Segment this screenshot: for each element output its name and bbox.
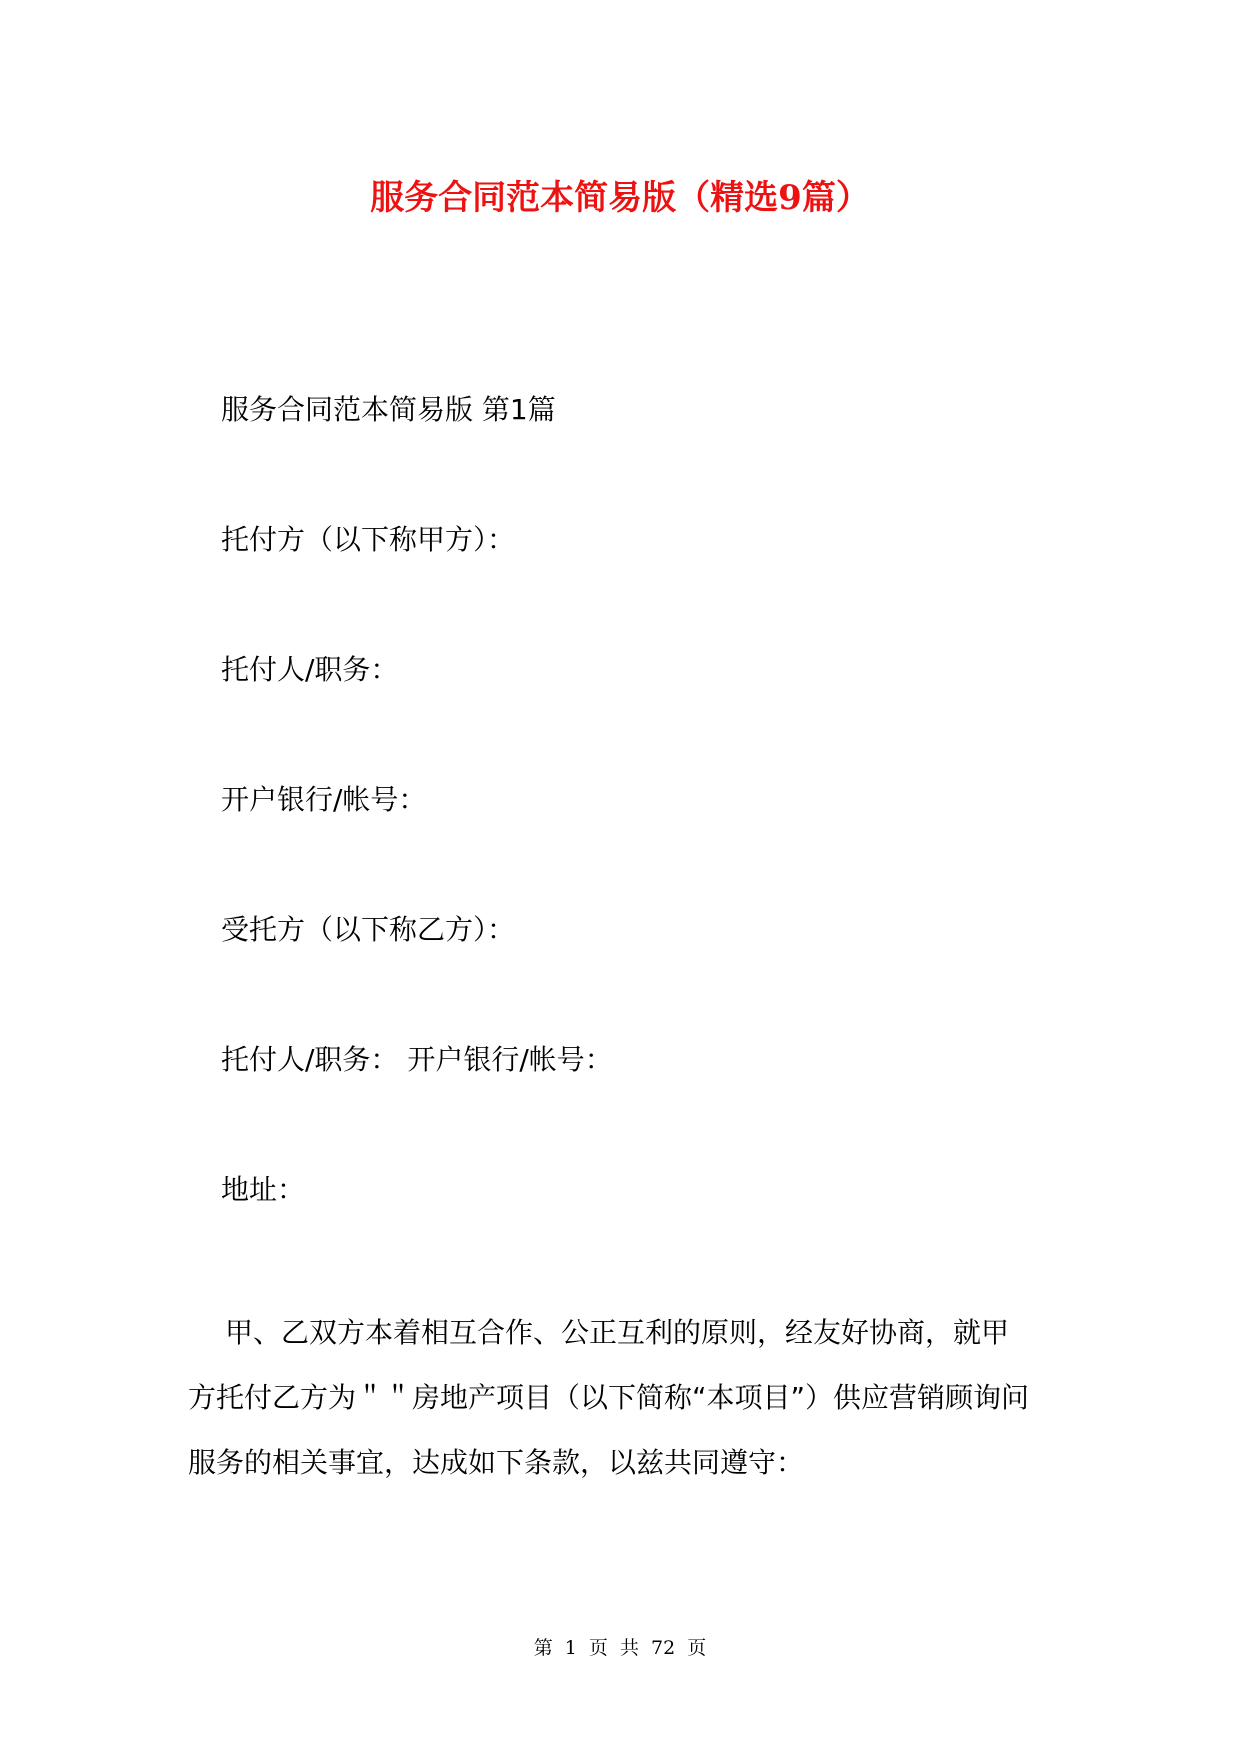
address-label: 地址： (221, 1173, 306, 1206)
paragraph-line: 甲、乙双方本着相互合作、公正互利的原则，经友好协商，就甲 (225, 1316, 1010, 1349)
agreement-paragraph (188, 1300, 1068, 1495)
party-a-bank-account-label: 开户银行/帐号： (221, 783, 427, 816)
page-number-footer: 第 1 页 共 72 页 (533, 1637, 707, 1659)
section-heading: 服务合同范本简易版 第1篇 (221, 393, 556, 426)
paragraph-line: 服务的相关事宜，达成如下条款，以兹共同遵守： (188, 1446, 805, 1479)
document-title: 服务合同范本简易版（精选9篇） (370, 178, 870, 218)
party-a-representative-label: 托付人/职务： (221, 653, 399, 686)
party-a-label: 托付方（以下称甲方）： (221, 523, 516, 556)
party-b-representative-bank-label: 托付人/职务： 开户银行/帐号： (221, 1043, 613, 1076)
party-b-label: 受托方（以下称乙方）： (221, 913, 516, 946)
paragraph-line: 方托付乙方为＂＂房地产项目（以下简称“本项目”）供应营销顾询问 (188, 1381, 1030, 1414)
